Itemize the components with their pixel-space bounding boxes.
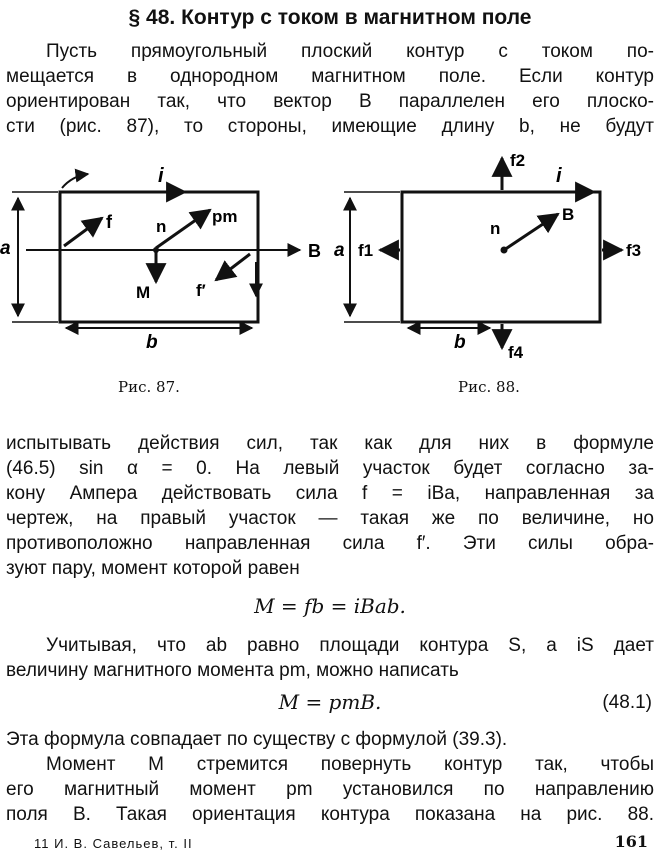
text-line: Эта формула совпадает по существу с формулой (39.3). xyxy=(6,729,508,750)
normal-label: n xyxy=(490,219,501,238)
text-line: зуют пару, момент которой равен xyxy=(6,558,300,579)
normal-label: n xyxy=(156,217,167,236)
normal-arrow xyxy=(504,214,558,250)
force-f2-label: f2 xyxy=(510,151,526,170)
text-line: ориентирован так, что вектор B параллелен его плоско- xyxy=(6,91,654,112)
footer-signature: 11 И. В. Савельев, т. II xyxy=(34,836,193,851)
side-a-label: a xyxy=(0,238,11,259)
equation-number: (48.1) xyxy=(602,692,652,713)
current-label: i xyxy=(556,165,562,187)
text-line: (46.5) sin α = 0. На левый участок будет согласно за- xyxy=(6,458,654,479)
rotation-arrow xyxy=(62,174,88,188)
force-f-prime-label: f′ xyxy=(196,281,206,300)
loop-center-point xyxy=(153,247,159,253)
text-line: испытывать действия сил, так как для них в формуле xyxy=(6,433,654,454)
force-f3-label: f3 xyxy=(626,241,642,260)
text-line: поля B. Такая ориентация контура показана на рис. 88. xyxy=(6,804,654,825)
text-line: противоположно направленная сила f′. Эти силы обра- xyxy=(6,533,654,554)
equation-48-1: M = pmB. xyxy=(278,690,382,714)
section-heading: § 48. Контур с током в магнитном поле xyxy=(128,6,532,29)
figure-88-caption: Рис. 88. xyxy=(458,378,520,396)
force-f-arrow xyxy=(64,218,102,246)
text-line: величину магнитного момента pm, можно написать xyxy=(6,660,459,681)
page-number: 161 xyxy=(614,832,648,851)
text-line: кону Ампера действовать сила f = iBa, направленная за xyxy=(6,483,654,504)
side-a-label: a xyxy=(334,240,345,261)
loop-center-point xyxy=(501,247,508,254)
figure-87 xyxy=(0,150,330,360)
equation-torque: M = fb = iBab. xyxy=(254,594,406,618)
field-label: B xyxy=(562,205,575,224)
text-line: его магнитный момент pm установился по направлению xyxy=(6,779,654,800)
text-line: Учитывая, что ab равно площади контура S, а iS дает xyxy=(46,635,654,656)
moment-pm-label: pm xyxy=(212,207,238,226)
field-label: B xyxy=(308,241,321,261)
text-line: сти (рис. 87), то стороны, имеющие длину b, не будут xyxy=(6,116,654,137)
torque-label: M xyxy=(136,283,151,302)
text-line: Пусть прямоугольный плоский контур с током по- xyxy=(46,41,654,62)
force-f-label: f xyxy=(106,212,112,232)
force-f-prime-arrow xyxy=(216,254,250,280)
force-f4-label: f4 xyxy=(508,343,524,362)
figure-88 xyxy=(330,150,660,370)
text-line: чертеж, на правый участок — такая же по величине, но xyxy=(6,508,654,529)
side-b-label: b xyxy=(454,332,466,353)
current-label: i xyxy=(158,165,164,187)
force-f1-label: f1 xyxy=(358,241,374,260)
figure-87-caption: Рис. 87. xyxy=(118,378,180,396)
side-b-label: b xyxy=(146,332,158,353)
text-line: мещается в однородном магнитном поле. Если контур xyxy=(6,66,654,87)
text-line: Момент M стремится повернуть контур так, чтобы xyxy=(46,754,654,775)
